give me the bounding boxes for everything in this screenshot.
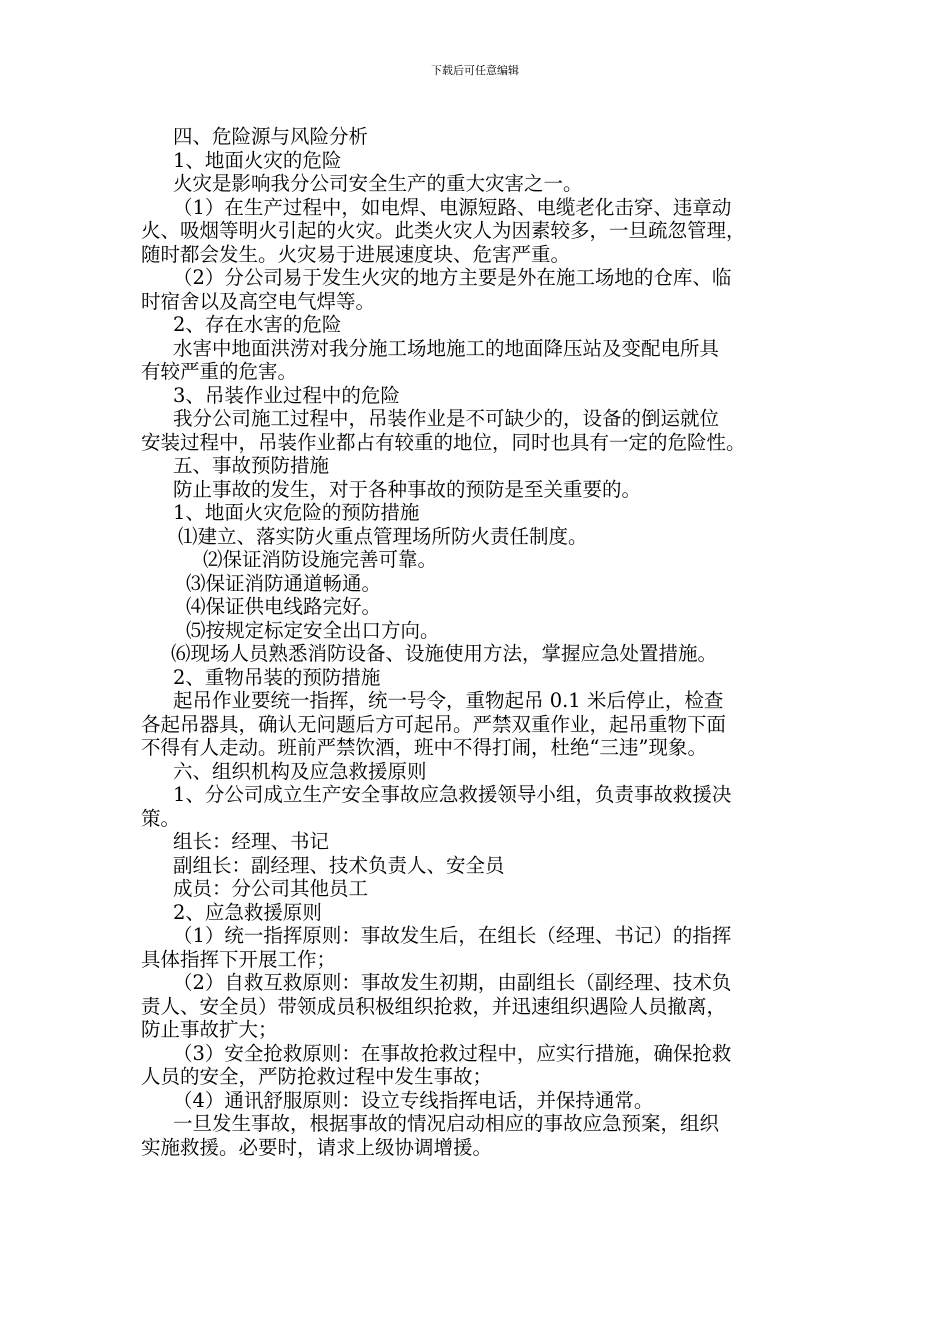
text-line: （1）在生产过程中，如电焊、电源短路、电缆老化击穿、违章动 xyxy=(173,195,732,219)
page-header: 下载后可任意编辑 xyxy=(431,64,519,77)
text-line: 防止事故的发生，对于各种事故的预防是至关重要的。 xyxy=(173,477,642,501)
text-line: 防止事故扩大； xyxy=(141,1018,278,1041)
text-line: 各起吊器具，确认无问题后方可起吊。严禁双重作业，起吊重物下面 xyxy=(141,712,727,736)
text-line: 火、吸烟等明火引起的火灾。此类火灾人为因素较多，一旦疏忽管理， xyxy=(141,219,746,242)
text-line: 一旦发生事故，根据事故的情况启动相应的事故应急预案，组织 xyxy=(173,1112,720,1135)
text-line: 1、地面火灾危险的预防措施 xyxy=(173,501,420,524)
text-line: 六、组织机构及应急救援原则 xyxy=(173,759,427,783)
text-line: ⑵保证消防设施完善可靠。 xyxy=(203,548,438,571)
text-line: （2）分公司易于发生火灾的地方主要是外在施工场地的仓库、临 xyxy=(173,266,732,289)
text-line: 实施救援。必要时，请求上级协调增援。 xyxy=(141,1135,493,1159)
text-line: 2、应急救援原则 xyxy=(173,900,322,924)
text-line: 具体指挥下开展工作； xyxy=(141,947,337,971)
text-line: 随时都会发生。火灾易于进展速度块、危害严重。 xyxy=(141,242,571,266)
text-line: （2）自救互救原则：事故发生初期，由副组长（副经理、技术负 xyxy=(173,971,732,994)
text-line: 五、事故预防措施 xyxy=(173,454,330,477)
text-line: 责人、安全员）带领成员积极组织抢救，并迅速组织遇险人员撤离， xyxy=(141,994,727,1018)
text-line: 副组长：副经理、技术负责人、安全员 xyxy=(173,853,505,877)
text-line: ⑶保证消防通道畅通。 xyxy=(186,571,382,595)
text-line: 起吊作业要统一指挥，统一号令，重物起吊 0.1 米后停止，检查 xyxy=(173,689,724,712)
text-line: 四、危险源与风险分析 xyxy=(173,125,369,148)
text-line: 火灾是影响我分公司安全生产的重大灾害之一。 xyxy=(173,172,583,195)
text-line: 我分公司施工过程中，吊装作业是不可缺少的，设备的倒运就位 xyxy=(173,407,720,430)
text-line: 1、分公司成立生产安全事故应急救援领导小组，负责事故救援决 xyxy=(173,783,732,806)
text-line: 2、重物吊装的预防措施 xyxy=(173,665,381,689)
text-line: 3、吊装作业过程中的危险 xyxy=(173,383,400,407)
text-line: 时宿舍以及高空电气焊等。 xyxy=(141,289,376,313)
text-line: ⑸按规定标定安全出口方向。 xyxy=(186,618,440,642)
document-body xyxy=(141,125,831,1159)
text-line: （3）安全抢救原则：在事故抢救过程中，应实行措施，确保抢救 xyxy=(173,1041,732,1065)
text-line: 2、存在水害的危险 xyxy=(173,313,342,336)
text-line: 人员的安全，严防抢救过程中发生事故； xyxy=(141,1065,493,1088)
text-line: 策。 xyxy=(141,806,181,830)
text-line: 成员：分公司其他员工 xyxy=(173,877,369,900)
text-line: ⑷保证供电线路完好。 xyxy=(186,595,382,618)
text-line: 水害中地面洪涝对我分施工场地施工的地面降压站及变配电所具 xyxy=(173,336,720,360)
text-line: 不得有人走动。班前严禁饮酒，班中不得打闹，杜绝“三违”现象。 xyxy=(141,736,707,759)
text-line: 有较严重的危害。 xyxy=(141,360,298,383)
text-line: 组长：经理、书记 xyxy=(173,830,330,853)
text-line: （1）统一指挥原则：事故发生后，在组长（经理、书记）的指挥 xyxy=(173,924,732,947)
text-line: ⑴建立、落实防火重点管理场所防火责任制度。 xyxy=(178,524,588,548)
text-line: （4）通讯舒服原则：设立专线指挥电话，并保持通常。 xyxy=(173,1088,654,1112)
text-line: 安装过程中，吊装作业都占有较重的地位，同时也具有一定的危险性。 xyxy=(141,430,746,454)
text-line: ⑹现场人员熟悉消防设备、设施使用方法，掌握应急处置措施。 xyxy=(171,642,718,665)
text-line: 1、地面火灾的危险 xyxy=(173,148,342,172)
